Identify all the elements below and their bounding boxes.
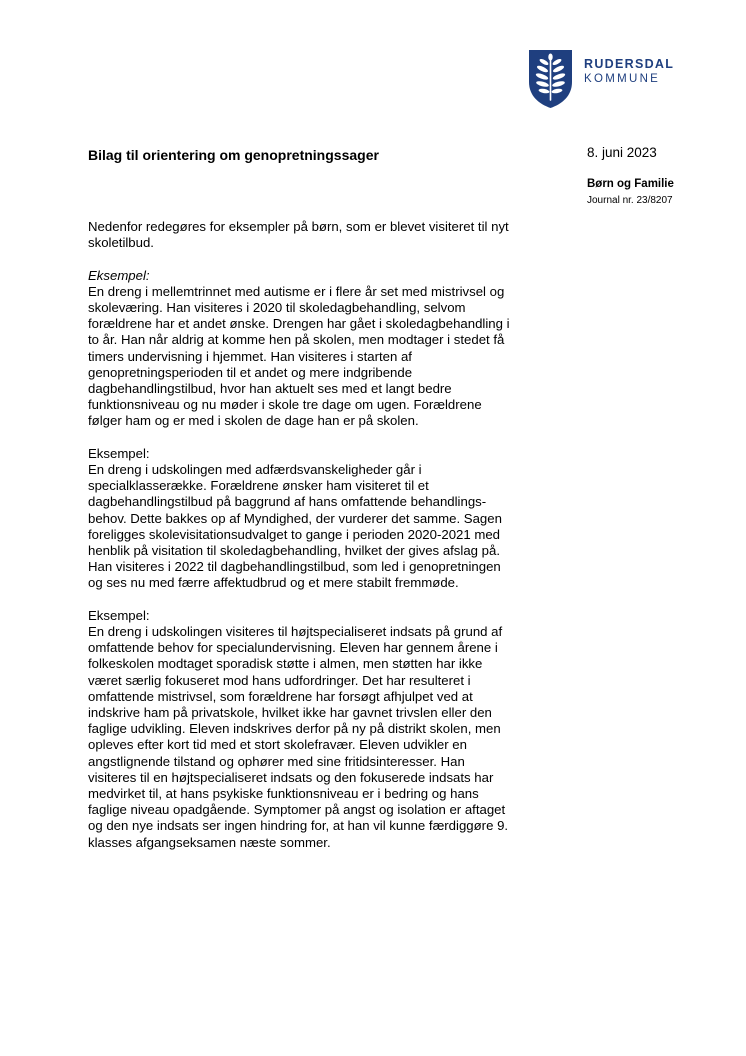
text-line: behov. Dette bakkes op af Myndighed, der vurderer det samme. Sagen <box>88 510 502 526</box>
department: Børn og Familie <box>587 178 674 190</box>
text-line: folkeskolen modtaget sporadisk støtte i almen, men støtten har ikke <box>88 656 483 672</box>
text-line: forældrene har et andet ønske. Drengen har gået i skoledagbehandling i <box>88 316 510 332</box>
logo-sub: KOMMUNE <box>584 73 661 85</box>
text-line: Han visiteres i 2022 til dagbehandlingstilbud, som led i genopretningen <box>88 559 501 575</box>
text-line: to år. Han når aldrig at komme hen på skolen, men modtager i stedet få <box>88 332 505 348</box>
text-line: En dreng i mellemtrinnet med autisme er i flere år set med mistrivsel og <box>88 283 505 299</box>
text-line: foreligges skolevisitationsudvalget to gange i perioden 2020-2021 med <box>88 526 501 542</box>
text-line: og ses nu med færre affektudbrud og et mere stabilt fremmøde. <box>88 575 459 591</box>
text-line: indskrive ham på privatskole, hvilket ikke har gavnet trivslen eller den <box>88 705 492 721</box>
text-line: visiteres til en højtspecialiseret indsats og den fokuserede indsats har <box>88 769 494 785</box>
journal-number: Journal nr. 23/8207 <box>587 195 673 206</box>
text-line: faglige niveau opadgående. Symptomer på angst og isolation er aftaget <box>88 802 506 818</box>
text-line: dagbehandlingstilbud, hvor han aktuelt ses med et langt bedre <box>88 381 452 397</box>
municipality-logo <box>527 48 687 110</box>
intro-paragraph <box>88 219 538 251</box>
text-line: skoleværing. Han visiteres i 2020 til skoledagbehandling, selvom <box>88 300 466 315</box>
text-line: timers undervisning i hjemmet. Han visiteres i starten af <box>88 348 412 364</box>
text-line: genopretningsperioden til et andet og mere indgribende <box>88 364 413 380</box>
text-line: skoletilbud. <box>88 235 154 251</box>
example-heading: Eksempel: <box>88 607 150 623</box>
text-line: følger ham og er med i skolen de dage han er på skolen. <box>88 413 419 429</box>
crest-icon <box>527 48 574 110</box>
logo-text <box>584 56 674 87</box>
document-title: Bilag til orientering om genopretningssager <box>88 147 379 163</box>
text-line: angstlignende tilstand og ophører med sine fritidsinteresser. Han <box>88 753 465 769</box>
example-paragraph-3 <box>88 608 538 851</box>
text-line: henblik på visitation til skoledagbehandling, hvilket der gives afslag på. <box>88 543 500 559</box>
text-line: dagbehandlingstilbud på baggrund af hans omfattende behandlings- <box>88 494 487 510</box>
text-line: Nedenfor redegøres for eksempler på børn, som er blevet visiteret til nyt <box>88 219 509 234</box>
text-line: og den nye indsats ser ingen hindring for, at han vil kunne færdiggøre 9. <box>88 818 509 834</box>
text-line: medvirket til, at hans psykiske funktionsniveau er i bedring og hans <box>88 786 479 802</box>
text-line: omfattende behov for specialundervisning. Eleven har gennem årene i <box>88 640 498 656</box>
example-heading: Eksempel: <box>88 267 150 283</box>
text-line: funktionsniveau og nu møder i skole tre dage om ugen. Forældrene <box>88 397 482 413</box>
text-line: omfattende mistrivsel, som forældrene har forsøgt afhjulpet ved at <box>88 688 473 704</box>
example-paragraph-2 <box>88 446 538 592</box>
document-body <box>88 219 538 867</box>
logo-name: RUDERSDAL <box>584 57 675 71</box>
text-line: specialklasserække. Forældrene ønsker ham visiteret til et <box>88 478 429 494</box>
document-date: 8. juni 2023 <box>587 145 657 160</box>
text-line: En dreng i udskolingen visiteres til højtspecialiseret indsats på grund af <box>88 624 503 640</box>
example-paragraph-1 <box>88 268 538 430</box>
example-heading: Eksempel: <box>88 445 150 461</box>
text-line: opleves efter kort tid med et stort skolefravær. Eleven udvikler en <box>88 737 467 753</box>
text-line: En dreng i udskolingen med adfærdsvanskeligheder går i <box>88 462 422 478</box>
text-line: været særlig fokuseret mod hans udfordringer. Det har resulteret i <box>88 672 471 688</box>
text-line: klasses afgangseksamen næste sommer. <box>88 834 331 850</box>
text-line: faglige udvikling. Eleven indskrives derfor på ny på distrikt skolen, men <box>88 721 501 737</box>
